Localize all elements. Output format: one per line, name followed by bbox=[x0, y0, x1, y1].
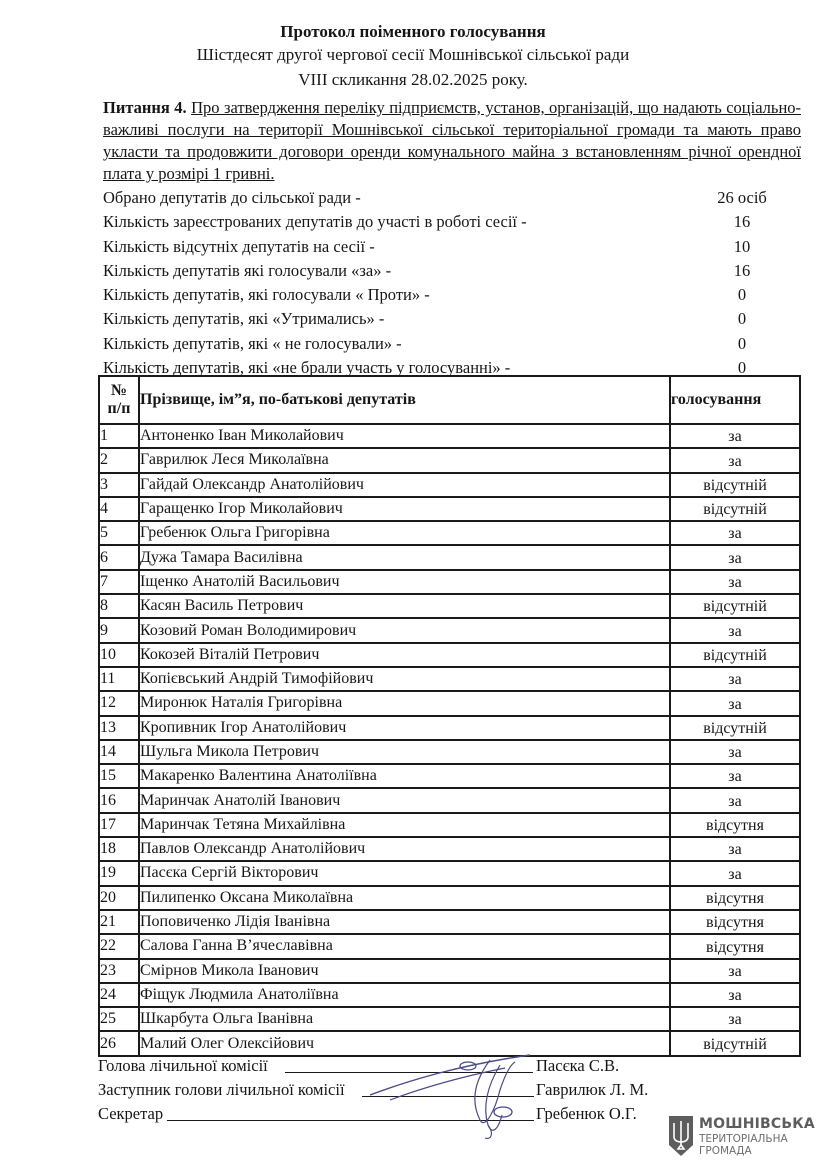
table-row bbox=[99, 594, 800, 618]
vote-result: за bbox=[670, 691, 800, 715]
vote-result: відсутня bbox=[670, 813, 800, 837]
deputy-number: 15 bbox=[99, 764, 139, 788]
question-text: Про затвердження переліку підприємств, установ, організацій, що надають соціально-важливі послуги на території Мошнівської сільської територіальної громади та мають право укласти та продовжити договори оренди комунального майна з встановленням річної орендної плата у розмірі 1 гривні. bbox=[103, 98, 802, 183]
deputy-number: 4 bbox=[99, 497, 139, 521]
stat-label: Кількість депутатів, які «Утримались» - bbox=[103, 309, 385, 329]
stat-label: Кількість відсутніх депутатів на сесії - bbox=[103, 236, 375, 256]
table-row bbox=[99, 934, 800, 958]
trident-emblem-icon bbox=[668, 1115, 694, 1157]
vote-result: відсутній bbox=[670, 716, 800, 740]
vote-result: відсутній bbox=[670, 497, 800, 521]
signature-name-chair: Пасєка С.В. bbox=[536, 1056, 620, 1075]
deputy-number: 25 bbox=[99, 1007, 139, 1031]
deputy-name: Пилипенко Оксана Миколаївна bbox=[139, 886, 670, 910]
deputy-number: 18 bbox=[99, 837, 139, 861]
vote-result: за bbox=[670, 667, 800, 691]
vote-result: відсутня bbox=[670, 934, 800, 958]
stat-value: 0 bbox=[737, 285, 747, 305]
deputy-number: 22 bbox=[99, 934, 139, 958]
table-row bbox=[99, 570, 800, 594]
table-row bbox=[99, 764, 800, 788]
deputy-name: Маринчак Анатолій Іванович bbox=[139, 788, 670, 812]
table-row bbox=[99, 448, 800, 472]
handwritten-signature bbox=[370, 1040, 540, 1140]
deputy-number: 13 bbox=[99, 716, 139, 740]
deputy-number: 17 bbox=[99, 813, 139, 837]
table-row bbox=[99, 497, 800, 521]
signature-name-secretary: Гребенюк О.Г. bbox=[536, 1104, 637, 1123]
deputy-number: 9 bbox=[99, 618, 139, 642]
vote-result: відсутня bbox=[670, 886, 800, 910]
deputy-number: 7 bbox=[99, 570, 139, 594]
deputy-number: 21 bbox=[99, 910, 139, 934]
table-row bbox=[99, 861, 800, 885]
logo-title: МОШНІВСЬКА bbox=[699, 1116, 815, 1132]
deputy-name: Дужа Тамара Василівна bbox=[139, 545, 670, 569]
table-row bbox=[99, 643, 800, 667]
table-row bbox=[99, 473, 800, 497]
deputy-number: 6 bbox=[99, 545, 139, 569]
deputy-name: Козовий Роман Володимирович bbox=[139, 618, 670, 642]
table-row bbox=[99, 813, 800, 837]
deputy-name: Кропивник Ігор Анатолійович bbox=[139, 716, 670, 740]
vote-result: за bbox=[670, 788, 800, 812]
vote-result: за bbox=[670, 570, 800, 594]
roll-call-table bbox=[98, 375, 801, 1057]
vote-result: за bbox=[670, 861, 800, 885]
stat-label: Кількість зареєстрованих депутатів до участі в роботі сесії - bbox=[103, 212, 527, 232]
table-row bbox=[99, 691, 800, 715]
vote-result: за bbox=[670, 837, 800, 861]
stat-label: Обрано депутатів до сільської ради - bbox=[103, 188, 361, 207]
deputy-number: 20 bbox=[99, 886, 139, 910]
stat-value: 0 bbox=[737, 333, 747, 353]
session-subtitle: Шістдесят другої чергової сесії Мошнівської сільської ради bbox=[196, 45, 630, 64]
stat-row bbox=[103, 210, 803, 234]
deputy-name: Шкарбута Ольга Іванівна bbox=[139, 1007, 670, 1031]
stat-label: Кількість депутатів, які голосували « Проти» - bbox=[103, 285, 430, 305]
convocation-date: VIII скликання 28.02.2025 року. bbox=[298, 70, 528, 89]
agenda-question bbox=[103, 97, 801, 185]
column-header-number bbox=[99, 376, 139, 424]
vote-result: відсутній bbox=[670, 473, 800, 497]
table-row bbox=[99, 424, 800, 448]
stat-row bbox=[103, 332, 803, 356]
deputy-name: Гайдай Олександр Анатолійович bbox=[139, 473, 670, 497]
vote-result: за bbox=[670, 740, 800, 764]
stat-label: Кількість депутатів, які «не брали участь у голосуванні» - bbox=[103, 358, 511, 378]
vote-result: відсутній bbox=[670, 594, 800, 618]
deputy-number: 3 bbox=[99, 473, 139, 497]
vote-result: відсутній bbox=[670, 643, 800, 667]
deputy-name: Гребенюк Ольга Григорівна bbox=[139, 521, 670, 545]
deputy-number: 24 bbox=[99, 983, 139, 1007]
header-num-abbrev: п/п bbox=[107, 400, 131, 417]
table-row bbox=[99, 618, 800, 642]
vote-result: за bbox=[670, 448, 800, 472]
deputy-number: 5 bbox=[99, 521, 139, 545]
table-row bbox=[99, 716, 800, 740]
stat-label: Кількість депутатів, які « не голосували» - bbox=[103, 333, 402, 353]
stat-label: Кількість депутатів які голосували «за» - bbox=[103, 260, 392, 280]
signature-role-deputy: Заступник голови лічильної комісії bbox=[98, 1080, 345, 1099]
vote-result: за bbox=[670, 424, 800, 448]
stat-row bbox=[103, 259, 803, 283]
deputy-name: Пасєка Сергій Вікторович bbox=[139, 861, 670, 885]
deputy-number: 10 bbox=[99, 643, 139, 667]
deputy-number: 1 bbox=[99, 424, 139, 448]
vote-result: за bbox=[670, 618, 800, 642]
table-row bbox=[99, 1007, 800, 1031]
deputy-name: Поповиченко Лідія Іванівна bbox=[139, 910, 670, 934]
community-logo bbox=[668, 1115, 818, 1160]
table-row bbox=[99, 983, 800, 1007]
table-row bbox=[99, 521, 800, 545]
deputy-number: 2 bbox=[99, 448, 139, 472]
deputy-name: Павлов Олександр Анатолійович bbox=[139, 837, 670, 861]
stat-value: 16 bbox=[733, 260, 751, 280]
deputy-name: Антоненко Іван Миколайович bbox=[139, 424, 670, 448]
stat-row bbox=[103, 307, 803, 331]
deputy-name: Кокозей Віталій Петрович bbox=[139, 643, 670, 667]
deputy-number: 23 bbox=[99, 959, 139, 983]
deputy-name: Смірнов Микола Іванович bbox=[139, 959, 670, 983]
deputy-number: 14 bbox=[99, 740, 139, 764]
table-row bbox=[99, 959, 800, 983]
deputy-name: Гаврилюк Леся Миколаївна bbox=[139, 448, 670, 472]
question-number: Питання 4. bbox=[103, 98, 187, 117]
deputy-name: Маринчак Тетяна Михайлівна bbox=[139, 813, 670, 837]
stat-row bbox=[103, 283, 803, 307]
deputy-number: 16 bbox=[99, 788, 139, 812]
deputy-number: 19 bbox=[99, 861, 139, 885]
stat-value: 26 осіб bbox=[717, 188, 767, 207]
signature-role-secretary: Секретар bbox=[98, 1104, 164, 1123]
stat-value: 0 bbox=[737, 309, 747, 329]
stat-row bbox=[103, 235, 803, 259]
vote-result: за bbox=[670, 1007, 800, 1031]
deputy-name: Гаращенко Ігор Миколайович bbox=[139, 497, 670, 521]
vote-result: за bbox=[670, 545, 800, 569]
deputy-number: 8 bbox=[99, 594, 139, 618]
deputy-number: 26 bbox=[99, 1031, 139, 1055]
deputy-name: Копієвський Андрій Тимофійович bbox=[139, 667, 670, 691]
column-header-vote: голосування bbox=[670, 376, 800, 424]
stat-value: 10 bbox=[733, 236, 751, 256]
logo-subtitle-1: ТЕРИТОРІАЛЬНА bbox=[699, 1133, 788, 1145]
column-header-name: Прізвище, ім”я, по-батькові депутатів bbox=[139, 376, 670, 424]
table-row bbox=[99, 788, 800, 812]
signature-name-deputy: Гаврилюк Л. М. bbox=[536, 1080, 649, 1099]
signature-role-chair: Голова лічильної комісії bbox=[98, 1056, 268, 1075]
table-row bbox=[99, 667, 800, 691]
table-row bbox=[99, 545, 800, 569]
vote-result: відсутня bbox=[670, 910, 800, 934]
deputy-name: Малий Олег Олексійович bbox=[139, 1031, 670, 1055]
deputy-name: Салова Ганна В’ячеславівна bbox=[139, 934, 670, 958]
stat-value: 16 bbox=[733, 212, 751, 232]
vote-result: відсутній bbox=[670, 1031, 800, 1055]
deputy-name: Макаренко Валентина Анатоліївна bbox=[139, 764, 670, 788]
vote-result: за bbox=[670, 983, 800, 1007]
deputy-number: 12 bbox=[99, 691, 139, 715]
deputy-name: Іщенко Анатолій Васильович bbox=[139, 570, 670, 594]
deputy-name: Касян Василь Петрович bbox=[139, 594, 670, 618]
table-row bbox=[99, 740, 800, 764]
deputy-name: Миронюк Наталія Григорівна bbox=[139, 691, 670, 715]
deputy-number: 11 bbox=[99, 667, 139, 691]
vote-result: за bbox=[670, 764, 800, 788]
vote-statistics bbox=[103, 186, 803, 380]
table-row bbox=[99, 910, 800, 934]
stat-value: 0 bbox=[737, 358, 747, 378]
vote-result: за bbox=[670, 959, 800, 983]
logo-subtitle-2: ГРОМАДА bbox=[699, 1145, 752, 1157]
vote-result: за bbox=[670, 521, 800, 545]
document-title: Протокол поіменного голосування bbox=[280, 22, 546, 41]
table-row bbox=[99, 886, 800, 910]
stat-row bbox=[103, 186, 803, 210]
table-header-row bbox=[99, 376, 800, 424]
table-row bbox=[99, 837, 800, 861]
deputy-name: Шульга Микола Петрович bbox=[139, 740, 670, 764]
header-num-symbol: № bbox=[110, 382, 128, 399]
deputy-name: Фіщук Людмила Анатоліївна bbox=[139, 983, 670, 1007]
